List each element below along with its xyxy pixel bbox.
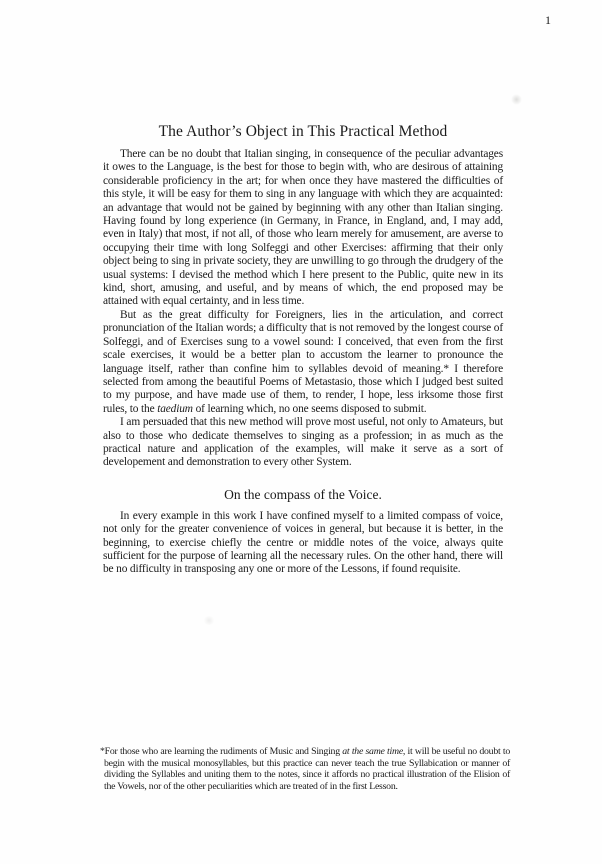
main-section-heading: The Author’s Object in This Practical Method [158,123,448,140]
paragraph-author-object-3: I am persuaded that this new method will prove most useful, not only to Amateurs, but also to those who dedicate themselves to singing as a profession; in as much as the practical nature and application of the examples, will make it serve as a sort of developement and demonstration to every other System. [103,416,503,469]
footnote: *For those who are learning the rudiments of Music and Singing at the same time, it will be useful no doubt to begin with the musical monosyllables, but this practice can never teach the true Syllabication or manner of dividing the Syllables and uniting them to the notes, since it affords no practical illustration of the Elision of the Vowels, nor of the other peculiarities which are treated of in the first Lesson. [100,746,510,792]
paragraph-compass-1: In every example in this work I have confined myself to a limited compass of voice, not only for the greater convenience of voices in general, but because it is better, in the beginning, to exercise chiefly the centre or middle notes of the voice, always quite sufficient for the purpose of learning all the necessary rules. On the other hand, there will be no difficulty in transposing any one or more of the Lessons, if found requisite. [103,509,503,576]
page-number: 1 [545,13,551,27]
text-column [103,122,503,577]
scan-smudge [203,616,215,625]
compass-section-heading: On the compass of the Voice. [224,486,382,502]
scan-smudge [511,94,522,105]
paragraph-author-object-1: There can be no doubt that Italian singing, in consequence of the peculiar advantages it owes to the Language, is the best for those to begin with, who are desirous of attaining considerable proficiency in the art; for when once they have mastered the difficulties of this style, it will be easy for them to sing in any language with which they are acquainted: an advantage that would not be gained by beginning with any other than Italian singing. Having found by long experience (in Germany, in France, in England, and, I may add, even in Italy) that most, if not all, of those who learn merely for amusement, are averse to occupying their time with long Solfeggi and other Exercises: affirming that their only object being to sing in private society, they are unwilling to go through the drudgery of the usual systems: I devised the method which I here present to the Public, quite new in its kind, short, amusing, and useful, and by means of which, the end proposed may be attained with equal certainty, and in less time. [103,148,503,308]
paragraph-author-object-2: But as the great difficulty for Foreigners, lies in the articulation, and correct pronunciation of the Italian words; a difficulty that is not removed by the longest course of Solfeggi, and of Exercises sung to a vowel sound: I conceived, that even from the first scale exercises, it would be a better plan to accustom the learner to pronounce the language itself, rather than confine him to syllables devoid of meaning.* I therefore selected from among the beautiful Poems of Metastasio, those which I judged best suited to my purpose, and have made use of them, to render, I hope, less irksome those first rules, to the taedium of learning which, no one seems disposed to submit. [103,308,503,415]
